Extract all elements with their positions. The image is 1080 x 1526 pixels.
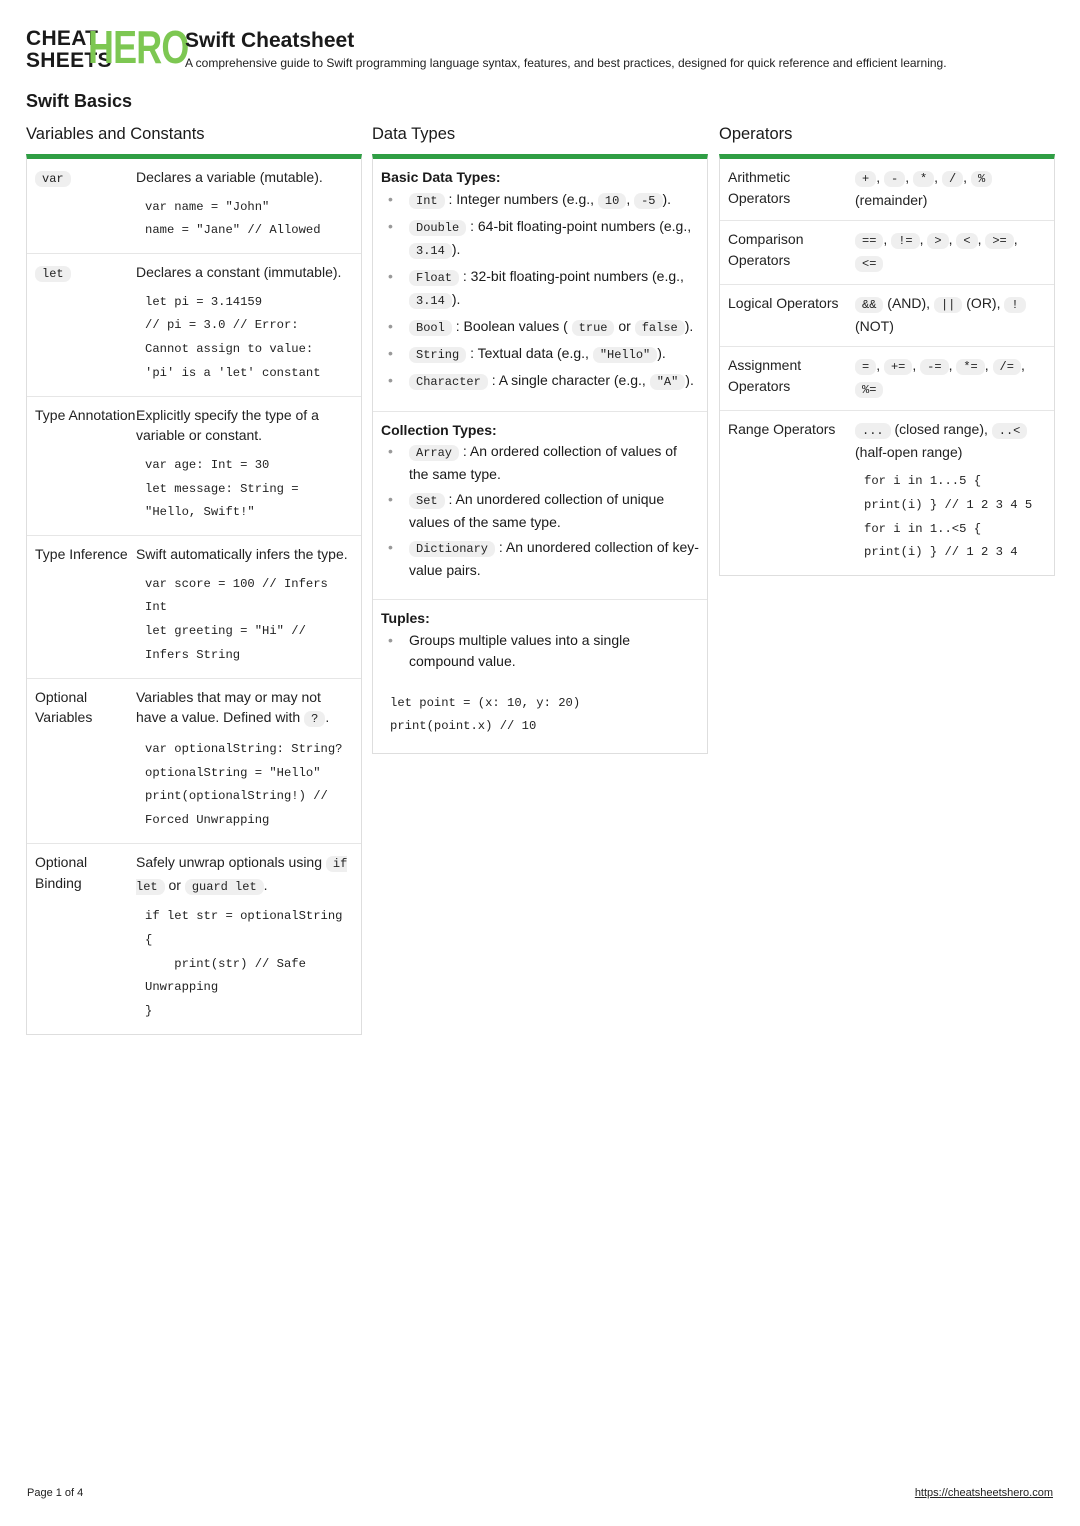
row-desc: Safely unwrap optionals using bbox=[136, 854, 323, 871]
code-example: var age: Int = 30 let message: String = "Hello, Swift!" bbox=[145, 457, 299, 520]
collection-types-title: Collection Types: bbox=[381, 421, 497, 438]
list-item: • Groups multiple values into a single compound value. bbox=[409, 630, 699, 672]
ops-column bbox=[719, 125, 1055, 576]
inline-code: if let bbox=[136, 857, 348, 894]
list-item: • Character : A single character (e.g., "A" ). bbox=[409, 370, 699, 393]
logo[interactable] bbox=[26, 21, 189, 73]
section-title: Swift Basics bbox=[26, 91, 133, 111]
row-desc: Swift automatically infers the type. bbox=[136, 546, 348, 563]
page-title: Swift Cheatsheet bbox=[185, 29, 355, 52]
types-card bbox=[372, 154, 708, 754]
row-label: Range Operators bbox=[728, 421, 836, 437]
row-label: Type Inference bbox=[35, 546, 128, 563]
vars-heading: Variables and Constants bbox=[26, 125, 205, 143]
row-desc: Declares a variable (mutable). bbox=[136, 169, 323, 185]
inline-code: ? bbox=[304, 711, 325, 727]
row-desc: Variables that may or may not have a value. Defined with bbox=[136, 688, 321, 726]
logo-hero: HERO bbox=[88, 21, 189, 73]
inline-code: var bbox=[35, 171, 71, 187]
ops-heading: Operators bbox=[719, 125, 793, 143]
table-row: Comparison Operators == , != , > , < , >= , <= bbox=[720, 221, 1054, 285]
list-item: • Double : 64-bit floating-point numbers (e.g., 3.14 ). bbox=[409, 216, 699, 262]
list-item: • String : Textual data (e.g., "Hello" ). bbox=[409, 343, 699, 366]
code-example: if let str = optionalString { print(str) // Safe Unwrapping } bbox=[145, 909, 343, 1019]
row-label: Arithmetic Operators bbox=[728, 169, 791, 206]
list-item: • Float : 32-bit floating-point numbers (e.g., 3.14 ). bbox=[409, 266, 699, 312]
logo-cheat: CHEAT bbox=[26, 27, 99, 50]
types-heading: Data Types bbox=[372, 125, 456, 143]
list-item: • Set : An unordered collection of unique values of the same type. bbox=[409, 489, 699, 533]
list-item: • Array : An ordered collection of values of the same type. bbox=[409, 441, 699, 485]
list-item: • Dictionary : An unordered collection of key-value pairs. bbox=[409, 537, 699, 581]
row-label: Assignment Operators bbox=[728, 357, 802, 394]
tuples-block bbox=[373, 600, 707, 753]
tuples-title: Tuples: bbox=[381, 610, 430, 626]
table-row: Optional Binding Safely unwrap optionals using if let or guard let . if let str = optionalString { print(str) // Safe Unwrapping } bbox=[27, 844, 361, 1034]
site-link[interactable]: https://cheatsheetshero.com bbox=[914, 1487, 1053, 1499]
row-label: Optional Variables bbox=[35, 688, 93, 726]
table-row bbox=[27, 536, 361, 679]
row-desc: Explicitly specify the type of a variable or constant. bbox=[136, 406, 319, 444]
basic-types-block bbox=[373, 159, 707, 412]
code-example: for i in 1...5 { print(i) } // 1 2 3 4 5 for i in 1..<5 { print(i) } // 1 2 3 4 bbox=[864, 474, 1033, 560]
table-row: Range Operators ... (closed range), ..< (half-open range) for i in 1...5 { print(i) } // 1 2 3 4 5 for i in 1..<5 { print(i) } // 1 2 3 4 bbox=[720, 411, 1054, 575]
collection-types-block bbox=[373, 412, 707, 601]
table-row: Arithmetic Operators + , - , * , / , % (remainder) bbox=[720, 159, 1054, 221]
table-row: Logical Operators && (AND), || (OR), ! (NOT) bbox=[720, 285, 1054, 347]
page-subtitle: A comprehensive guide to Swift programming language syntax, features, and best practices, designed for quick reference and efficient learning. bbox=[185, 56, 947, 70]
list-item: • Bool : Boolean values ( true or false ). bbox=[409, 316, 699, 339]
code-example: var name = "John" name = "Jane" // Allowed bbox=[145, 199, 321, 238]
vars-card bbox=[26, 154, 362, 1035]
table-row bbox=[27, 159, 361, 254]
row-desc: Declares a constant (immutable). bbox=[136, 264, 342, 281]
row-label: Type Annotation bbox=[35, 406, 136, 423]
table-row bbox=[27, 397, 361, 536]
table-row: Optional Variables Variables that may or may not have a value. Defined with ? . var optionalString: String? optionalString = "Hello" print(optionalString!) // Forced Unwrapping bbox=[27, 679, 361, 844]
code-example: var score = 100 // Infers Int let greeting = "Hi" // Infers String bbox=[145, 576, 328, 663]
vars-column bbox=[26, 125, 362, 1035]
code-example: var optionalString: String? optionalString = "Hello" print(optionalString!) // Forced Unwrapping bbox=[145, 741, 343, 828]
inline-code: guard let bbox=[185, 879, 264, 895]
row-label: Optional Binding bbox=[35, 854, 88, 891]
table-row: Assignment Operators = , += , -= , *= , /= , %= bbox=[720, 347, 1054, 411]
ops-card bbox=[719, 154, 1055, 576]
code-example: let pi = 3.14159 // pi = 3.0 // Error: Cannot assign to value: 'pi' is a 'let' constant bbox=[145, 294, 321, 380]
list-item: • Int : Integer numbers (e.g., 10 , -5 ). bbox=[409, 189, 699, 212]
page-number: Page 1 of 4 bbox=[27, 1487, 84, 1499]
logo-sheets: SHEETS bbox=[26, 49, 112, 72]
types-column bbox=[372, 125, 708, 754]
table-row bbox=[27, 254, 361, 397]
inline-code: let bbox=[35, 266, 71, 282]
row-label: Comparison Operators bbox=[728, 231, 804, 268]
code-example: let point = (x: 10, y: 20) print(point.x) // 10 bbox=[390, 695, 581, 734]
row-label: Logical Operators bbox=[728, 295, 839, 311]
basic-types-title: Basic Data Types: bbox=[381, 169, 501, 185]
